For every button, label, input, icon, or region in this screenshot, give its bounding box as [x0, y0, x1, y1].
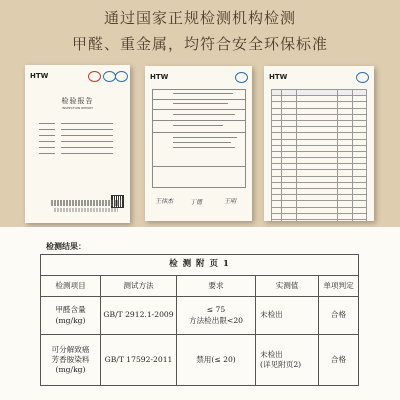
cell-requirement: 禁用(≤ 20)	[177, 335, 256, 386]
cell-measured: 未检出 (详见附页2)	[256, 335, 319, 386]
results-grid	[271, 89, 367, 221]
signature-inspector: 王伟杰	[155, 198, 174, 205]
report-title: 检验报告	[61, 97, 94, 105]
cell-item: 可分解致癌 芳香胺染料 (mg/kg)	[41, 335, 101, 386]
cell-item: 甲醛含量 (mg/kg)	[41, 297, 101, 335]
institute-stamp-line	[51, 200, 121, 206]
cell-verdict: 合格	[319, 297, 359, 335]
htw-logo: HTW	[269, 73, 288, 81]
report-info-document	[145, 66, 252, 221]
report-subtitle: INSPECTION REPORT	[62, 106, 93, 110]
header-method: 测试方法	[101, 276, 177, 297]
results-label: 检测结果：	[46, 241, 86, 251]
cnas-badge-icon	[235, 72, 248, 83]
htw-logo: HTW	[30, 72, 49, 80]
cell-method: GB/T 2912.1-2009	[101, 297, 177, 335]
header-measured: 实测值	[256, 276, 319, 297]
cell-requirement: ≤ 75 方法检出限<20	[177, 297, 256, 335]
signature-approver: 王明	[224, 198, 237, 205]
header-requirement: 要求	[177, 276, 256, 297]
results-table	[40, 254, 359, 386]
table-row	[41, 297, 359, 335]
cnas-badge-icon	[356, 72, 369, 83]
institute-stamp-subline	[54, 208, 118, 212]
cma-badge-icon	[88, 71, 101, 82]
table-row	[41, 335, 359, 386]
header-verdict: 单项判定	[319, 276, 359, 297]
htw-logo: HTW	[150, 73, 169, 81]
headline-line1: 通过国家正规检测机构检测	[103, 9, 296, 27]
ilac-badge-icon	[115, 71, 128, 82]
report-results-document	[264, 66, 374, 221]
table-caption: 检 测 附 页 1	[41, 255, 359, 276]
headline-line2: 甲醛、重金属，均符合安全环保标准	[71, 35, 328, 53]
cell-verdict: 合格	[319, 335, 359, 386]
header-item: 检测项目	[41, 276, 101, 297]
results-section	[0, 227, 400, 400]
signature-reviewer: 丁德	[190, 199, 203, 206]
report-cover-document	[25, 65, 130, 223]
cell-method: GB/T 17592-2011	[101, 335, 177, 386]
info-form-frame	[152, 89, 246, 188]
cell-measured: 未检出	[256, 297, 319, 335]
